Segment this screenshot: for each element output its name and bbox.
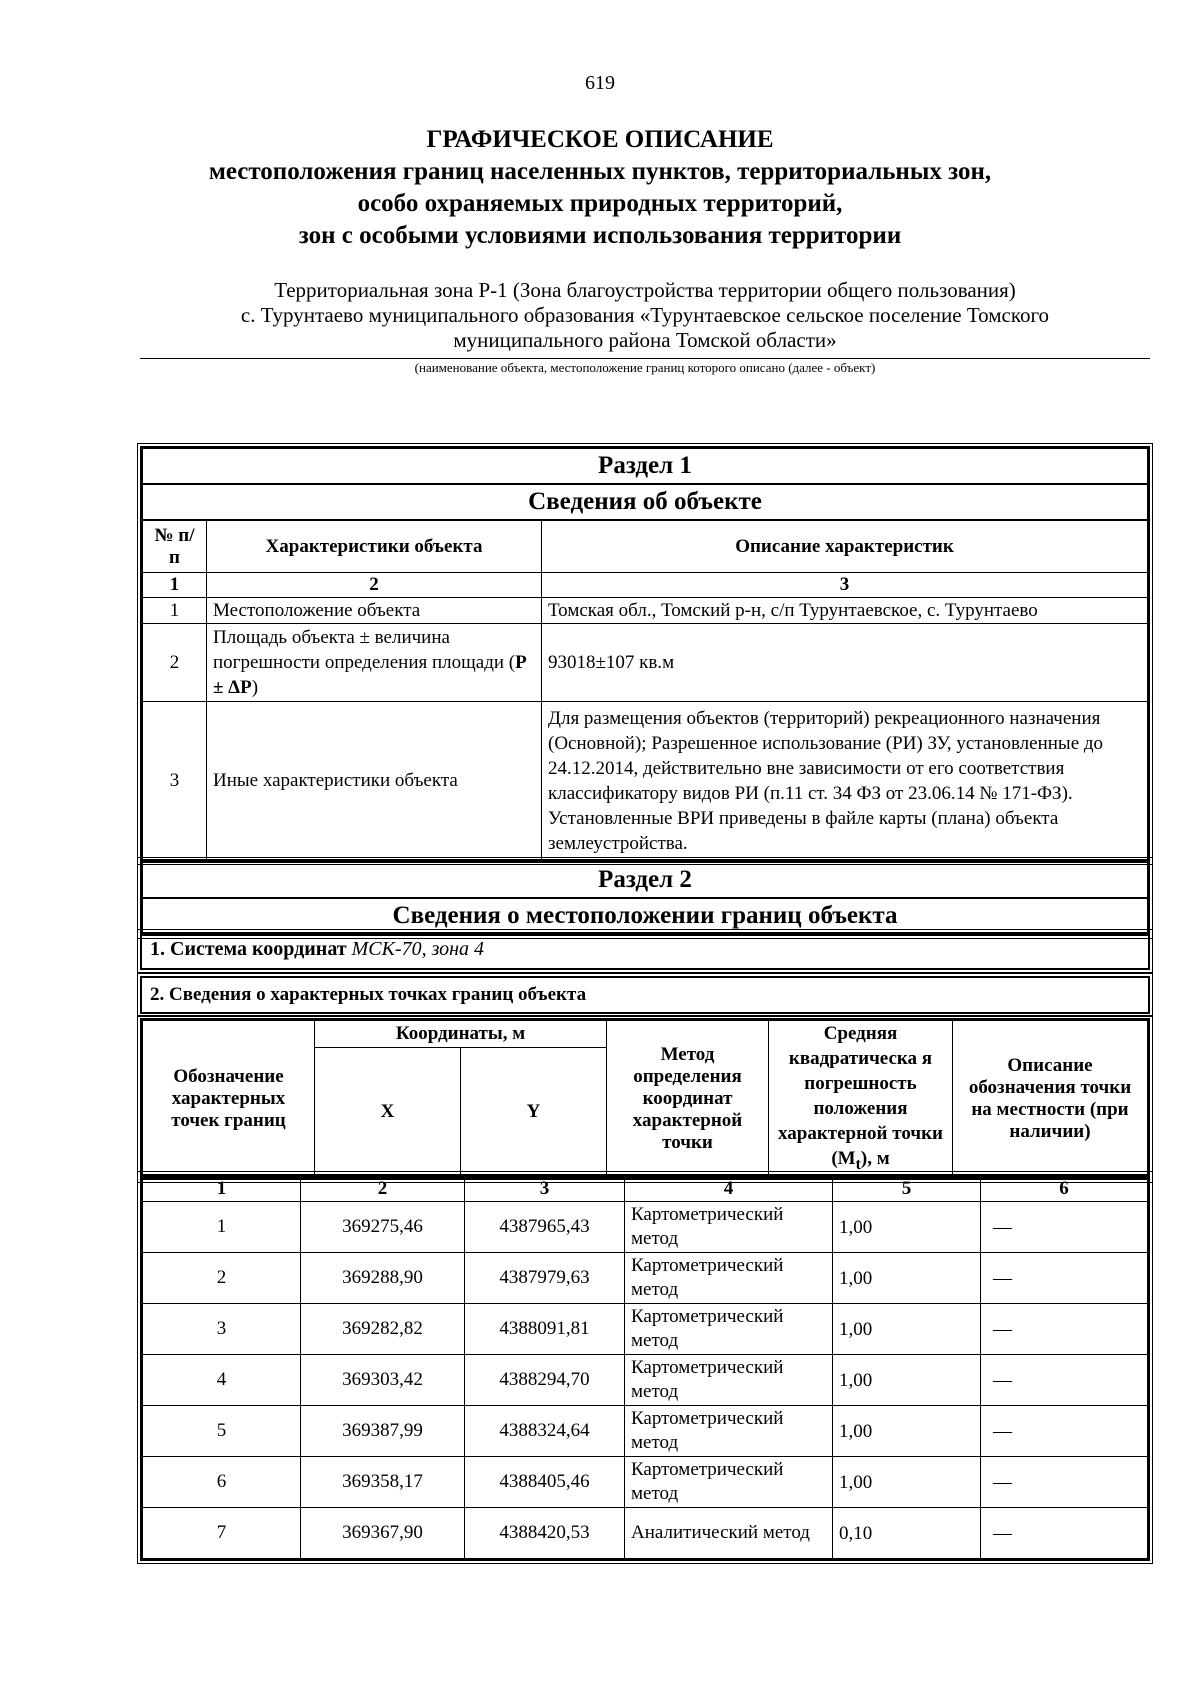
point-x: 369275,46 [301, 1202, 465, 1253]
page-number: 619 [585, 72, 615, 94]
header-coords: Координаты, м [315, 1021, 607, 1048]
section-2-subtitle: Сведения о местоположении границ объекта [142, 898, 1148, 934]
col-number: 1 [143, 1177, 301, 1202]
table-row [143, 598, 1148, 624]
point-x: 369387,99 [301, 1406, 465, 1457]
point-number: 5 [143, 1406, 301, 1457]
point-y: 4387965,43 [465, 1202, 625, 1253]
point-description: — [981, 1202, 1148, 1253]
row-number: 3 [143, 702, 207, 860]
point-number: 6 [143, 1457, 301, 1508]
object-underline [140, 358, 1150, 359]
header-error-sub: t [855, 1155, 861, 1173]
row-value: 93018±107 кв.м [542, 624, 1148, 702]
header-description: Описание обозначения точки на местности (при наличии) [953, 1021, 1148, 1178]
section-1 [140, 446, 1150, 862]
table-row [143, 1355, 1148, 1406]
object-line-1: Территориальная зона Р-1 (Зона благоустройства территории общего пользования) [274, 278, 1016, 302]
point-error: 1,00 [833, 1202, 981, 1253]
point-description: — [981, 1253, 1148, 1304]
header-x: X [315, 1047, 461, 1177]
col-number: 5 [833, 1177, 981, 1202]
col-number: 2 [301, 1177, 465, 1202]
title-line-2: особо охраняемых природных территорий, [357, 190, 843, 217]
object-line-2: с. Турунтаево муниципального образования «Турунтаевское сельское поселение Томского [240, 303, 1050, 327]
point-y: 4388420,53 [465, 1508, 625, 1559]
point-x: 369303,42 [301, 1355, 465, 1406]
point-error: 1,00 [833, 1355, 981, 1406]
row-name-text: Площадь объекта ± величина погрешности определения площади ( [213, 627, 516, 673]
object-info-table [142, 520, 1148, 860]
col-number: 4 [625, 1177, 833, 1202]
table-row [143, 1406, 1148, 1457]
point-x: 369358,17 [301, 1457, 465, 1508]
point-error: 1,00 [833, 1253, 981, 1304]
header-error-end: ), м [860, 1148, 890, 1169]
table-row [143, 1304, 1148, 1355]
title-line-1: местоположения границ населенных пунктов, территориальных зон, [208, 158, 992, 185]
point-description: — [981, 1304, 1148, 1355]
point-number: 3 [143, 1304, 301, 1355]
point-error: 1,00 [833, 1406, 981, 1457]
document-title [0, 124, 1200, 252]
header-error [769, 1021, 953, 1178]
point-error: 1,00 [833, 1304, 981, 1355]
point-method: Аналитический метод [625, 1508, 833, 1559]
point-x: 369288,90 [301, 1253, 465, 1304]
table-row [143, 1253, 1148, 1304]
point-number: 1 [143, 1202, 301, 1253]
point-description: — [981, 1457, 1148, 1508]
point-y: 4388091,81 [465, 1304, 625, 1355]
object-line-3: муниципального района Томской области» [453, 328, 837, 352]
header-row [143, 521, 1148, 573]
point-y: 4387979,63 [465, 1253, 625, 1304]
row-value: Для размещения объектов (территорий) рекреационного назначения (Основной); Разрешенное использование (РИ) ЗУ, установленные до 24.12.2014, действительно вне зависимости от его соответствия классификатору видов РИ (п.11 ст. 34 ФЗ от 23.06.14 № 171-ФЗ). Установленные ВРИ приведены в файле карты (плана) объекта землеустройства. [542, 702, 1148, 860]
table-row [143, 1202, 1148, 1253]
table-row [143, 1457, 1148, 1508]
point-method: Картометрический метод [625, 1355, 833, 1406]
header-error-text: Средняя квадратическа я погрешность положения характерной точки (M [778, 1023, 943, 1169]
points-table-box [140, 1174, 1150, 1561]
point-error: 0,10 [833, 1508, 981, 1559]
coord-system [142, 934, 1148, 965]
coord-system-box [140, 932, 1150, 970]
section-1-title: Раздел 1 [142, 448, 1148, 484]
section-1-subtitle: Сведения об объекте [142, 484, 1148, 520]
point-y: 4388294,70 [465, 1355, 625, 1406]
point-y: 4388324,64 [465, 1406, 625, 1457]
points-header-table [142, 1020, 1148, 1178]
col-number: 6 [981, 1177, 1148, 1202]
point-method: Картометрический метод [625, 1457, 833, 1508]
row-name: Местоположение объекта [207, 598, 542, 624]
point-number: 7 [143, 1508, 301, 1559]
col-number: 2 [207, 573, 542, 598]
point-description: — [981, 1355, 1148, 1406]
row-name-end: ) [251, 677, 259, 698]
point-x: 369282,82 [301, 1304, 465, 1355]
points-title: 2. Сведения о характерных точках границ объекта [150, 984, 587, 1005]
column-number-row [143, 573, 1148, 598]
col-number: 3 [465, 1177, 625, 1202]
point-number: 2 [143, 1253, 301, 1304]
points-table [142, 1176, 1148, 1559]
row-name [207, 624, 542, 702]
object-name [140, 278, 1150, 353]
points-title-box [140, 976, 1150, 1014]
table-row [143, 624, 1148, 702]
section-2 [140, 860, 1150, 936]
header-description: Описание характеристик [542, 521, 1148, 573]
point-method: Картометрический метод [625, 1304, 833, 1355]
col-number: 1 [143, 573, 207, 598]
title-main: ГРАФИЧЕСКОЕ ОПИСАНИЕ [426, 126, 774, 153]
point-description: — [981, 1406, 1148, 1457]
row-name-formula: Р ± ΔР [213, 652, 527, 698]
point-method: Картометрический метод [625, 1406, 833, 1457]
coord-system-label: 1. Система координат [150, 938, 347, 960]
point-error: 1,00 [833, 1457, 981, 1508]
title-line-3: зон с особыми условиями использования территории [298, 222, 902, 249]
table-row [143, 1508, 1148, 1559]
col-number: 3 [542, 573, 1148, 598]
point-number: 4 [143, 1355, 301, 1406]
object-caption: (наименование объекта, местоположение границ которого описано (далее - объект) [414, 360, 876, 375]
column-number-row [143, 1177, 1148, 1202]
point-method: Картометрический метод [625, 1253, 833, 1304]
point-method: Картометрический метод [625, 1202, 833, 1253]
row-value: Томская обл., Томский р-н, с/п Турунтаевское, с. Турунтаево [542, 598, 1148, 624]
header-characteristic: Характеристики объекта [207, 521, 542, 573]
header-method: Метод определения координат характерной точки [607, 1021, 769, 1178]
header-designation: Обозначение характерных точек границ [143, 1021, 315, 1178]
coord-system-value: МСК-70, зона 4 [351, 938, 485, 960]
header-y: Y [461, 1047, 607, 1177]
point-description: — [981, 1508, 1148, 1559]
row-name: Иные характеристики объекта [207, 702, 542, 860]
points-header-box [140, 1018, 1150, 1180]
point-y: 4388405,46 [465, 1457, 625, 1508]
table-row [143, 702, 1148, 860]
row-number: 1 [143, 598, 207, 624]
point-x: 369367,90 [301, 1508, 465, 1559]
section-2-title: Раздел 2 [142, 862, 1148, 898]
row-number: 2 [143, 624, 207, 702]
header-number: № п/п [143, 521, 207, 573]
